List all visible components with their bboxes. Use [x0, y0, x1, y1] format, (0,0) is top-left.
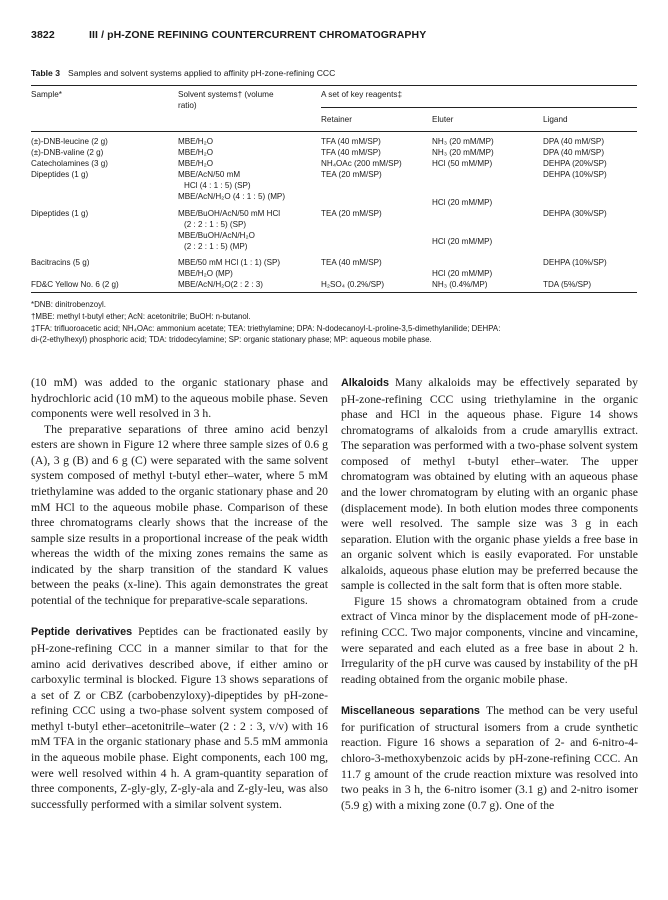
table-cell-sample: Bacitracins (5 g): [31, 258, 90, 267]
table-cell-retainer: TEA (20 mM/SP): [321, 170, 382, 179]
table-cell-retainer: TEA (40 mM/SP): [321, 258, 382, 267]
table-cell-ligand: DEHPA (20%/SP): [543, 159, 607, 168]
table-cell-sample: (±)-DNB-valine (2 g): [31, 148, 104, 157]
table-caption-text: Samples and solvent systems applied to affinity pH-zone-refining CCC: [67, 68, 336, 78]
table-cell-retainer: TEA (20 mM/SP): [321, 209, 382, 218]
header-solvent-line2: ratio): [178, 101, 197, 110]
table-bottom-rule: [31, 292, 637, 293]
header-eluter: Eluter: [432, 115, 454, 124]
table-cell-solvent: MBE/BuOH/AcN/H₂O: [178, 231, 255, 240]
table-cell-solvent: MBE/H₂O: [178, 159, 214, 168]
paragraph: The preparative separations of three amino acid benzyl esters are shown in Figure 12 where three sample sizes of 0.6 g (A), 3 g (B) and 6 g (C) were separated with the same solvent system composed of methyl t-butyl ether–water, where 5 mM triethylamine was added to the organic stationary phase and 20 mM HCl to the aqueous mobile phase. Comparison of these three chromatograms clearly shows that the increase of the sample size results in a proportional increase of the peak width whereas the width of the mixing zones remains the same as indicated by the sharp transition of the standard K values between the peaks (x-line). This again demonstrates the great potential of the technique for preparative-scale separations.: [31, 422, 328, 607]
header-reagents: A set of key reagents‡: [321, 90, 403, 99]
table-cell-ligand: DEHPA (10%/SP): [543, 170, 607, 179]
table-cell-eluter: NH₃ (0.4%/MP): [432, 280, 488, 289]
table-caption: [31, 68, 637, 78]
table-header-rule: [31, 131, 637, 132]
table-cell-retainer: H₂SO₄ (0.2%/SP): [321, 280, 385, 289]
body-column-left: [31, 375, 328, 812]
table-cell-ligand: DPA (40 mM/SP): [543, 137, 605, 146]
footnote: *DNB: dinitrobenzoyl.: [31, 300, 106, 309]
table-cell-eluter: NH₃ (20 mM/MP): [432, 148, 494, 157]
paragraph: Miscellaneous separations The method can be very useful for purification of structural isomers from a crude synthetic reaction. Figure 16 shows a separation of 2- and 6-nitro-4-chloro-3-methoxybenzoic acids by pH-zone-refining CCC. An 11.7 g amount of the crude reaction mixture was resolved into two peaks in 3 h, the 6-nitro isomer (3.1 g) and 2-nitro isomer (5.9 g) with a mixing zone (0.7 g). One of the: [341, 704, 638, 812]
section-heading: Alkaloids: [341, 377, 390, 389]
section-heading: Miscellaneous separations: [341, 705, 480, 718]
paragraph: (10 mM) was added to the organic stationary phase and hydrochloric acid (10 mM) to the aqueous mobile phase. Seven components were well resolved in 3 h.: [31, 376, 328, 421]
paragraph: Peptide derivatives Peptides can be fractionated easily by pH-zone-refining CCC in a manner similar to that for the amino acid derivatives described above, if either amino or carboxylic terminal is blocked. Figure 13 shows separations of a set of Z or CBZ (carbobenzyloxy)-dipeptides by pH-zone-refining CCC using a two-phase solvent system composed of methyl t-butyl ether–acetonitrile–water (2 : 2 : 3, v/v) with 16 mM TFA in the organic stationary phase and 5.5 mM ammonia in the aqueous mobile phase. Eight components, each 100 mg, were well resolved within 4 h. A gram-quantity separation of three components, Z-gly-gly, Z-gly-ala and Z-gly-leu, was also successfully performed with a similar solvent system.: [31, 625, 328, 811]
table-footnotes: [31, 299, 637, 346]
table-cell-ligand: DEHPA (10%/SP): [543, 258, 607, 267]
table-cell-solvent: (2 : 2 : 1 : 5) (MP): [184, 242, 248, 251]
footnote: ‡TFA: trifluoroacetic acid; NH₄OAc: ammonium acetate; TEA: triethylamine; DPA: N-dodecanoyl-L-proline-3,5-dimethylanilide; DEHPA:: [31, 323, 501, 333]
footnote: †MBE: methyl t-butyl ether; AcN: acetonitrile; BuOH: n-butanol.: [31, 311, 251, 321]
header-ligand: Ligand: [543, 115, 568, 124]
table-cell-sample: Dipeptides (1 g): [31, 209, 89, 218]
header-solvent-line1: Solvent systems† (volume: [178, 90, 274, 99]
table-cell-eluter: NH₃ (20 mM/MP): [432, 137, 494, 146]
header-retainer: Retainer: [321, 115, 352, 124]
paragraph: Alkaloids Many alkaloids may be effectively separated by pH-zone-refining CCC using triethylamine in the organic phase and HCl in the aqueous phase. Figure 14 shows chromatograms of alkaloids from a crude amaryllis extract. The separation was performed with a two-phase solvent system composed of methyl t-butyl ether–water. The upper chromatogram was obtained by eluting with an aqueous phase and the lower chromatogram by eluting with an organic phase (displacement mode). In both elution modes three components were well resolved. The sample size was 3 g in each separation. Elution with the organic phase yields a free base in an organic solvent which is easily evaporated. For unstable alkaloids, aqueous phase elution may be preferred because the sample is collected in the salt form that is often more stable.: [341, 376, 638, 593]
paragraph: Figure 15 shows a chromatogram obtained from a crude extract of Vinca minor by the displacement mode of pH-zone-refining CCC. Two major components, vincine and vincamine, were separated and each eluted as a free base in about 2 h. Irregularity of the pH curve was caused by instability of the pH reading obtained from the organic mobile phase.: [341, 594, 638, 686]
table-cell-solvent: MBE/AcN/50 mM: [178, 170, 241, 179]
running-head: [31, 29, 637, 41]
running-title: III / pH-ZONE REFINING COUNTERCURRENT CHROMATOGRAPHY: [89, 29, 427, 41]
table-cell-solvent: MBE/BuOH/AcN/50 mM HCl: [178, 209, 281, 218]
table-cell-solvent: HCl (4 : 1 : 5) (SP): [184, 181, 251, 190]
table-cell-solvent: MBE/H₂O (MP): [178, 269, 233, 278]
table-cell-sample: FD&C Yellow No. 6 (2 g): [31, 280, 119, 289]
table-cell-retainer: TFA (40 mM/SP): [321, 137, 381, 146]
table-cell-solvent: MBE/AcN/H₂O (4 : 1 : 5) (MP): [178, 192, 286, 201]
table-top-rule: [31, 85, 637, 86]
table-cell-eluter: HCl (20 mM/MP): [432, 269, 493, 278]
footnote: di-(2-ethylhexyl) phosphoric acid; TDA: tridodecylamine; SP: organic stationary phase; MP: aqueous mobile phase.: [31, 335, 432, 345]
table-cell-eluter: HCl (50 mM/MP): [432, 159, 493, 168]
table-cell-sample: Dipeptides (1 g): [31, 170, 89, 179]
table-cell-sample: (±)-DNB-leucine (2 g): [31, 137, 108, 146]
table-cell-solvent: MBE/50 mM HCl (1 : 1) (SP): [178, 258, 281, 267]
section-heading: Peptide derivatives: [31, 626, 133, 639]
table-cell-ligand: TDA (5%/SP): [543, 280, 592, 289]
header-sample: Sample*: [31, 90, 62, 99]
body-column-right: [341, 375, 638, 813]
table-cell-ligand: DPA (40 mM/SP): [543, 148, 605, 157]
table-cell-ligand: DEHPA (30%/SP): [543, 209, 607, 218]
table-label: Table 3: [31, 68, 60, 78]
table-cell-solvent: MBE/H₂O: [178, 137, 214, 146]
page-number: 3822: [31, 29, 55, 41]
table-cell-solvent: MBE/AcN/H₂O(2 : 2 : 3): [178, 280, 263, 289]
table-cell-solvent: MBE/H₂O: [178, 148, 214, 157]
table-cell-retainer: NH₄OAc (200 mM/SP): [321, 159, 402, 168]
reagents-rule: [321, 107, 637, 108]
table-cell-solvent: (2 : 2 : 1 : 5) (SP): [184, 220, 247, 229]
table-cell-eluter: HCl (20 mM/MP): [432, 237, 493, 246]
table-cell-retainer: TFA (40 mM/SP): [321, 148, 381, 157]
table-cell-eluter: HCl (20 mM/MP): [432, 198, 493, 207]
table-cell-sample: Catecholamines (3 g): [31, 159, 108, 168]
